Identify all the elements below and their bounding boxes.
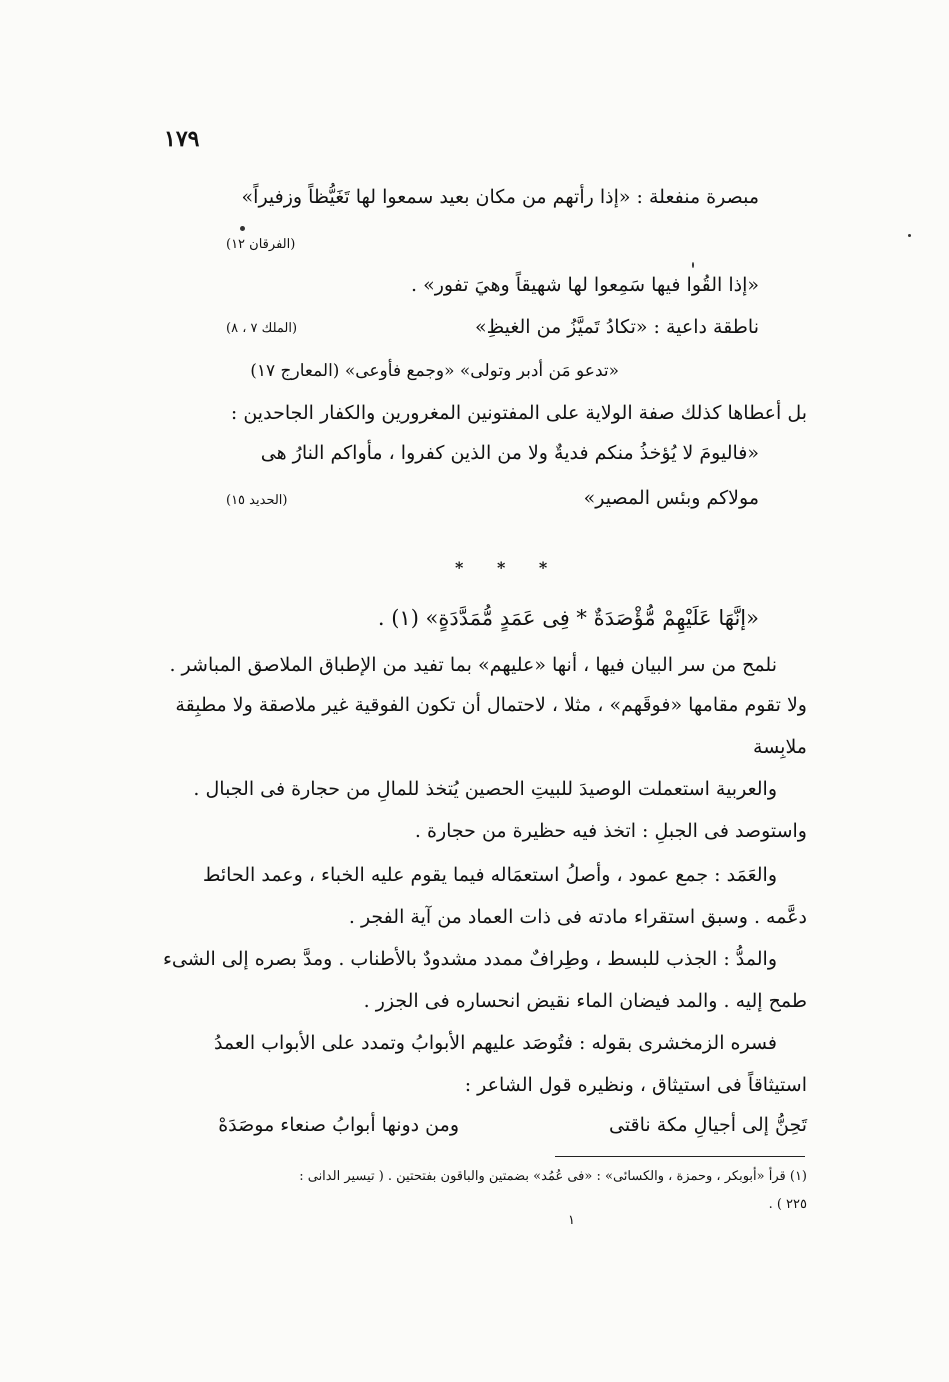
footnote-line-1: (١) قرأ «أبوبكر ، وحمزة ، والكسائى» : «فى عُمُد» بضمتين والباقون بفتحتين . ( تيسير الدانى : <box>299 1169 807 1184</box>
footnote-divider <box>555 1156 805 1157</box>
text-line-10: ولا تقوم مقامها «فوقَهم» ، مثلا ، لاحتمال أن تكون الفوقية غير ملاصقة ولا مطبِقة <box>175 694 807 716</box>
scan-speck <box>908 234 911 237</box>
text-line-15: دعَّمه . وسبق استقراء مادته فى ذات العماد من آية الفجر . <box>348 906 807 928</box>
text-line-7: مولاكم وبئس المصير» <box>583 487 759 509</box>
text-line-11: ملابِسة <box>753 736 807 758</box>
text-line-9: نلمح من سر البيان فيها ، أنها «عليهم» بما تفيد من الإطباق الملاصق المباشر . <box>169 654 777 676</box>
text-line-18: فسره الزمخشرى بقوله : فتُوصَد عليهم الأبوابُ وتمدد على الأبواب العمدُ <box>213 1032 777 1054</box>
text-line-6: «فاليومَ لا يُؤخذُ منكم فديةٌ ولا من الذين كفروا ، مأواكم النارُ هى <box>260 442 759 464</box>
quran-reference-hadid: (الحديد ١٥) <box>226 493 288 508</box>
footnote-line-2: ٢٢٥ ) . <box>768 1197 807 1212</box>
text-line-5: بل أعطاها كذلك صفة الولاية على المفتونين المغرورين والكفار الجاحدين : <box>230 402 807 424</box>
text-line-17: طمح إليه . والمد فيضان الماء نقيض انحساره فى الجزر . <box>363 990 807 1012</box>
text-line-1: مبصرة منفعلة : «إذا رأتهم من مكان بعيد سمعوا لها تَغَيُّظاً وزفيراً» <box>241 186 759 208</box>
poetry-first-hemistich: تَحِنُّ إلى أجيالِ مكة ناقتى <box>608 1114 807 1136</box>
page-number: ١٧٩ <box>164 126 200 152</box>
scan-speck <box>692 262 694 268</box>
poetry-second-hemistich: ومن دونها أبوابُ صنعاء موصَدَهْ <box>218 1114 459 1136</box>
text-line-2: «إذا القُوا فيها سَمِعوا لها شهيقاً وهيَ تفور» . <box>411 274 759 296</box>
text-line-19: استيثاقاً فى استيثاق ، ونظيره قول الشاعر : <box>464 1074 807 1096</box>
scan-speck <box>240 226 245 231</box>
text-line-13: واستوصد فى الجبلِ : اتخذ فيه حظيرة من حجارة . <box>414 820 807 842</box>
text-line-16: والمدُّ : الجذب للبسط ، وطِرافٌ ممدد مشدودٌ بالأطناب . ومدَّ بصره إلى الشىء <box>162 948 777 970</box>
quran-reference-furqan: (الفرقان ١٢) <box>226 237 296 252</box>
text-line-4: «تدعو مَن أدبر وتولى» «وجمع فأوعى» (المعارج ١٧) <box>250 361 619 381</box>
verse-line: «إنَّهَا عَلَيْهِمْ مُّؤْصَدَةٌ * فِى عَمَدٍ مُّمَدَّدَةٍ» (١) . <box>377 606 759 630</box>
text-line-3: ناطقة داعية : «تكادُ تَميَّزُ من الغيظِ» <box>474 316 759 338</box>
section-separator: * * * <box>455 558 562 577</box>
text-line-14: والعَمَد : جمع عمود ، وأصلُ استعمَاله فيما يقوم عليه الخباء ، وعمد الحائط <box>202 864 777 886</box>
quran-reference-mulk: (الملك ٧ ، ٨) <box>226 321 298 336</box>
footnote-mark: ١ <box>568 1213 575 1228</box>
text-line-12: والعربية استعملت الوصيدَ للبيتِ الحصين يُتخذ للمالِ من حجارة فى الجبال . <box>193 778 777 800</box>
